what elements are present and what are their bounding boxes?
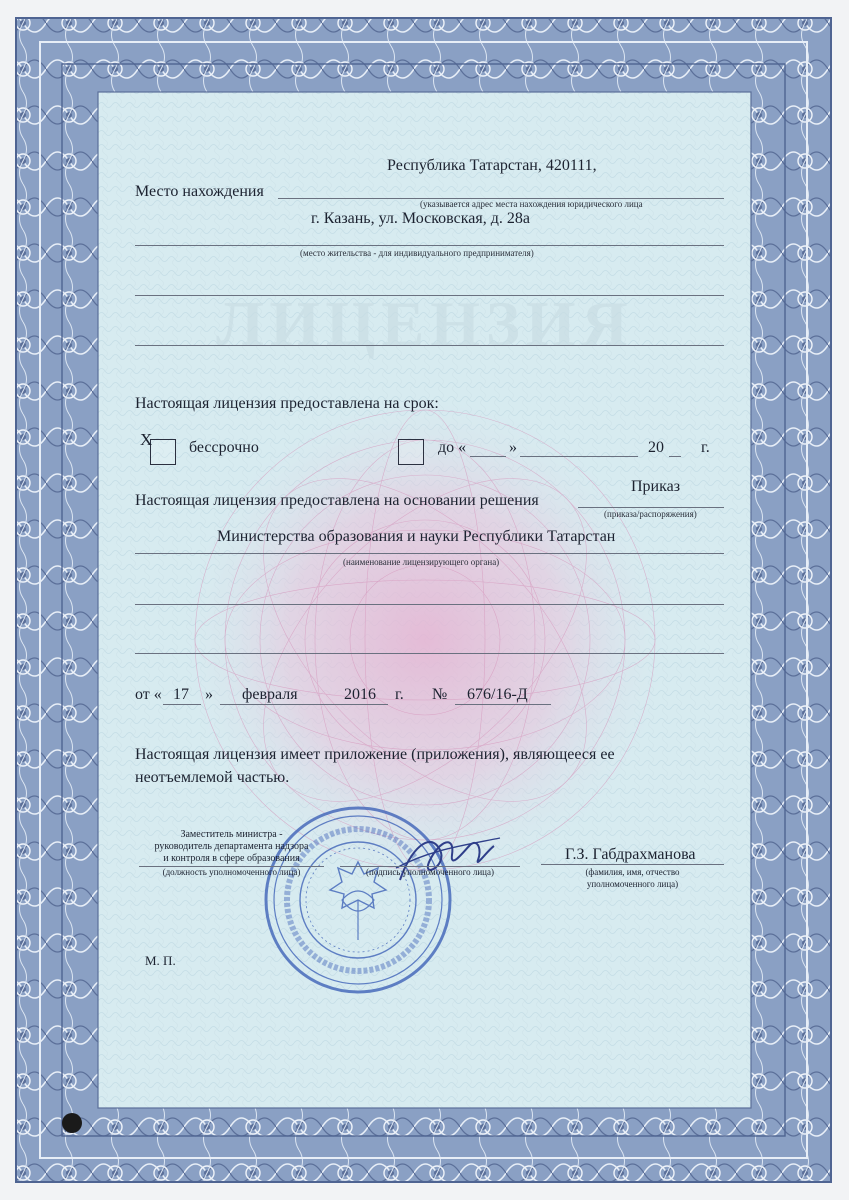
indefinite-label: бессрочно [189,439,259,456]
blank-rule-3 [135,604,724,605]
address-caption-1: (указывается адрес места нахождения юридического лица [420,199,643,209]
date-prefix: от « [135,686,162,703]
date-year: 2016 [344,686,376,703]
indefinite-mark: Х [140,430,153,449]
date-month: февраля [242,686,298,703]
address-line-2-rule [135,245,724,246]
name-caption-line-1: (фамилия, имя, отчество [585,867,680,877]
until-day-rule [470,456,506,457]
basis-heading: Настоящая лицензия предоставлена на основании решения [135,492,539,509]
indefinite-checkbox [150,439,176,465]
date-month-rule [220,704,388,705]
basis-caption: (приказа/распоряжения) [604,509,697,519]
blank-rule-4 [135,653,724,654]
authority-rule [135,553,724,554]
svg-text:ЛИЦЕНЗИЯ: ЛИЦЕНЗИЯ [216,288,634,359]
signature-caption: (подпись уполномоченного лица) [366,867,494,877]
date-year-suffix: г. [395,686,404,703]
date-day: 17 [173,686,189,703]
name-caption-line-2: уполномоченного лица) [586,879,679,889]
position-line-3: и контроля в сфере образования [163,853,300,864]
position-line-2: руководитель департамента надзора [154,841,309,852]
appendix-line-2: неотъемлемой частью. [135,769,290,786]
position-line-1: Заместитель министра - [180,829,283,840]
until-month-rule [520,456,638,457]
authority-caption: (наименование лицензирующего органа) [343,557,500,567]
address-line-1: Республика Татарстан, 420111, [387,157,597,174]
date-quote-close: » [205,686,213,703]
until-quote-close: » [509,439,517,456]
until-year-prefix: 20 [648,439,664,456]
term-heading: Настоящая лицензия предоставлена на срок: [135,395,439,412]
location-label: Место нахождения [135,183,264,200]
number-sign: № [432,686,448,703]
address-caption-2: (место жительства - для индивидуального предпринимателя) [300,248,534,258]
blank-rule-2 [135,345,724,346]
signer-name: Г.З. Габдрахманова [565,846,696,863]
seal-place: М. П. [145,953,176,968]
appendix-line-1: Настоящая лицензия имеет приложение (приложения), являющееся ее [135,746,615,763]
until-checkbox [398,439,424,465]
basis-value: Приказ [631,478,681,495]
position-caption: (должность уполномоченного лица) [162,867,301,877]
license-number: 676/16-Д [467,686,528,703]
basis-rule [578,507,724,508]
signer-position [139,829,324,865]
blank-rule-1 [135,295,724,296]
until-prefix: до « [438,439,467,456]
name-rule [541,864,724,865]
until-year-rule [669,456,681,457]
address-line-2: г. Казань, ул. Московская, д. 28а [311,210,530,227]
date-day-rule [163,704,201,705]
name-caption [541,866,724,890]
until-year-suffix: г. [701,439,710,456]
authority-name: Министерства образования и науки Республики Татарстан [217,528,616,545]
number-rule [455,704,551,705]
